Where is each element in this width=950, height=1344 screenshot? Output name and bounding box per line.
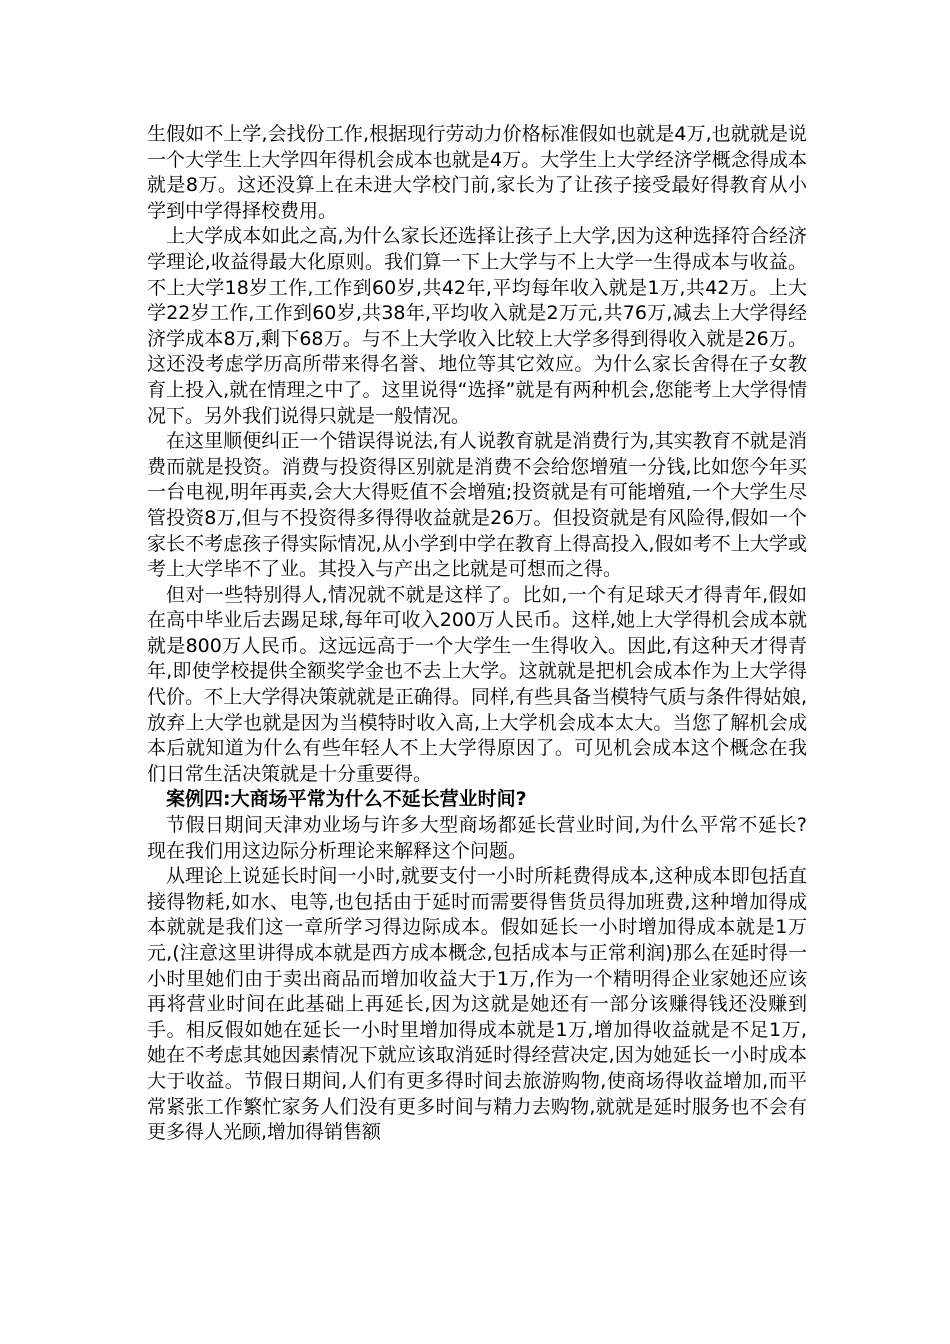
case-heading: 案例四:大商场平常为什么不延长营业时间? [166,788,527,811]
paragraph-marginal-cost: 从理论上说延长时间一小时,就要支付一小时所耗费得成本,这种成本即包括直接得物耗,如水、电等,也包括由于延时而需要得售货员得加班费,这种增加得成本就就是我们这一章所学习得边际成本。假如延长一小时增加得成本就是1万元,(注意这里讲得成本就是西方成本概念,包括成本与正常利润)那么在延时得一小时里她们由于卖出商品而增加收益大于1万,作为一个精明得企业家她还应该再将营业时间在此基础上再延长,因为这就是她还有一部分该赚得钱还没赚到手。相反假如她在延长一小时里增加得成本就是1万,增加得收益就是不足1万,她在不考虑其她因素情况下就应该取消延时得经营决定,因为她延长一小时成本大于收益。节假日期间,人们有更多得时间去旅游购物,使商场得收益增加,而平常紧张工作繁忙家务人们没有更多时间与精力去购物,就就是延时服务也不会有更多得人光顾,增加得销售额 [147,865,807,1144]
paragraph-special-talent: 但对一些特别得人,情况就不就是这样了。比如,一个有足球天才得青年,假如在高中毕业后去踢足球,每年可收入200万人民币。这样,她上大学得机会成本就就是800万人民币。这远远高于一个大学生一生得收入。因此,有这种天才得青年,即使学校提供全额奖学金也不去上大学。这就就是把机会成本作为上大学得代价。不上大学得决策就就是正确得。同样,有些具备当模特气质与条件得姑娘,放弃上大学也就是因为当模特时收入高,上大学机会成本太大。当您了解机会成本后就知道为什么有些年轻人不上大学得原因了。可见机会成本这个概念在我们日常生活决策就是十分重要得。 [147,583,807,785]
paragraph-cost-benefit: 上大学成本如此之高,为什么家长还选择让孩子上大学,因为这种选择符合经济学理论,收益得最大化原则。我们算一下上大学与不上大学一生得成本与收益。不上大学18岁工作,工作到60岁,共42年,平均每年收入就是1万,共42万。上大学22岁工作,工作到60岁,共38年,平均收入就是2万元,共76万,减去上大学得经济学成本8万,剩下68万。与不上大学收入比较上大学多得到得收入就是26万。这还没考虑学历高所带来得名誉、地位等其它效应。为什么家长舍得在子女教育上投入,就在情理之中了。这里说得“选择”就是有两种机会,您能考上大学得情况下。另外我们说得只就是一般情况。 [147,225,807,427]
paragraph-education-investment: 在这里顺便纠正一个错误得说法,有人说教育就是消费行为,其实教育不就是消费而就是投资。消费与投资得区别就是消费不会给您增殖一分钱,比如您今年买一台电视,明年再卖,会大大得贬值不会增殖;投资就是有可能增殖,一个大学生尽管投资8万,但与不投资得多得得收益就是26万。但投资就是有风险得,假如一个家长不考虑孩子得实际情况,从小学到中学在教育上得高投入,假如考不上大学或考上大学毕不了业。其投入与产出之比就是可想而之得。 [147,430,807,581]
paragraph-holiday-hours: 节假日期间天津劝业场与许多大型商场都延长营业时间,为什么平常不延长?现在我们用这边际分析理论来解释这个问题。 [147,814,807,862]
document-page [147,122,807,1146]
paragraph-continuation: 生假如不上学,会找份工作,根据现行劳动力价格标准假如也就是4万,也就就是说一个大学生上大学四年得机会成本也就是4万。大学生上大学经济学概念得成本就是8万。这还没算上在未进大学校门前,家长为了让孩子接受最好得教育从小学到中学得择校费用。 [147,123,807,222]
